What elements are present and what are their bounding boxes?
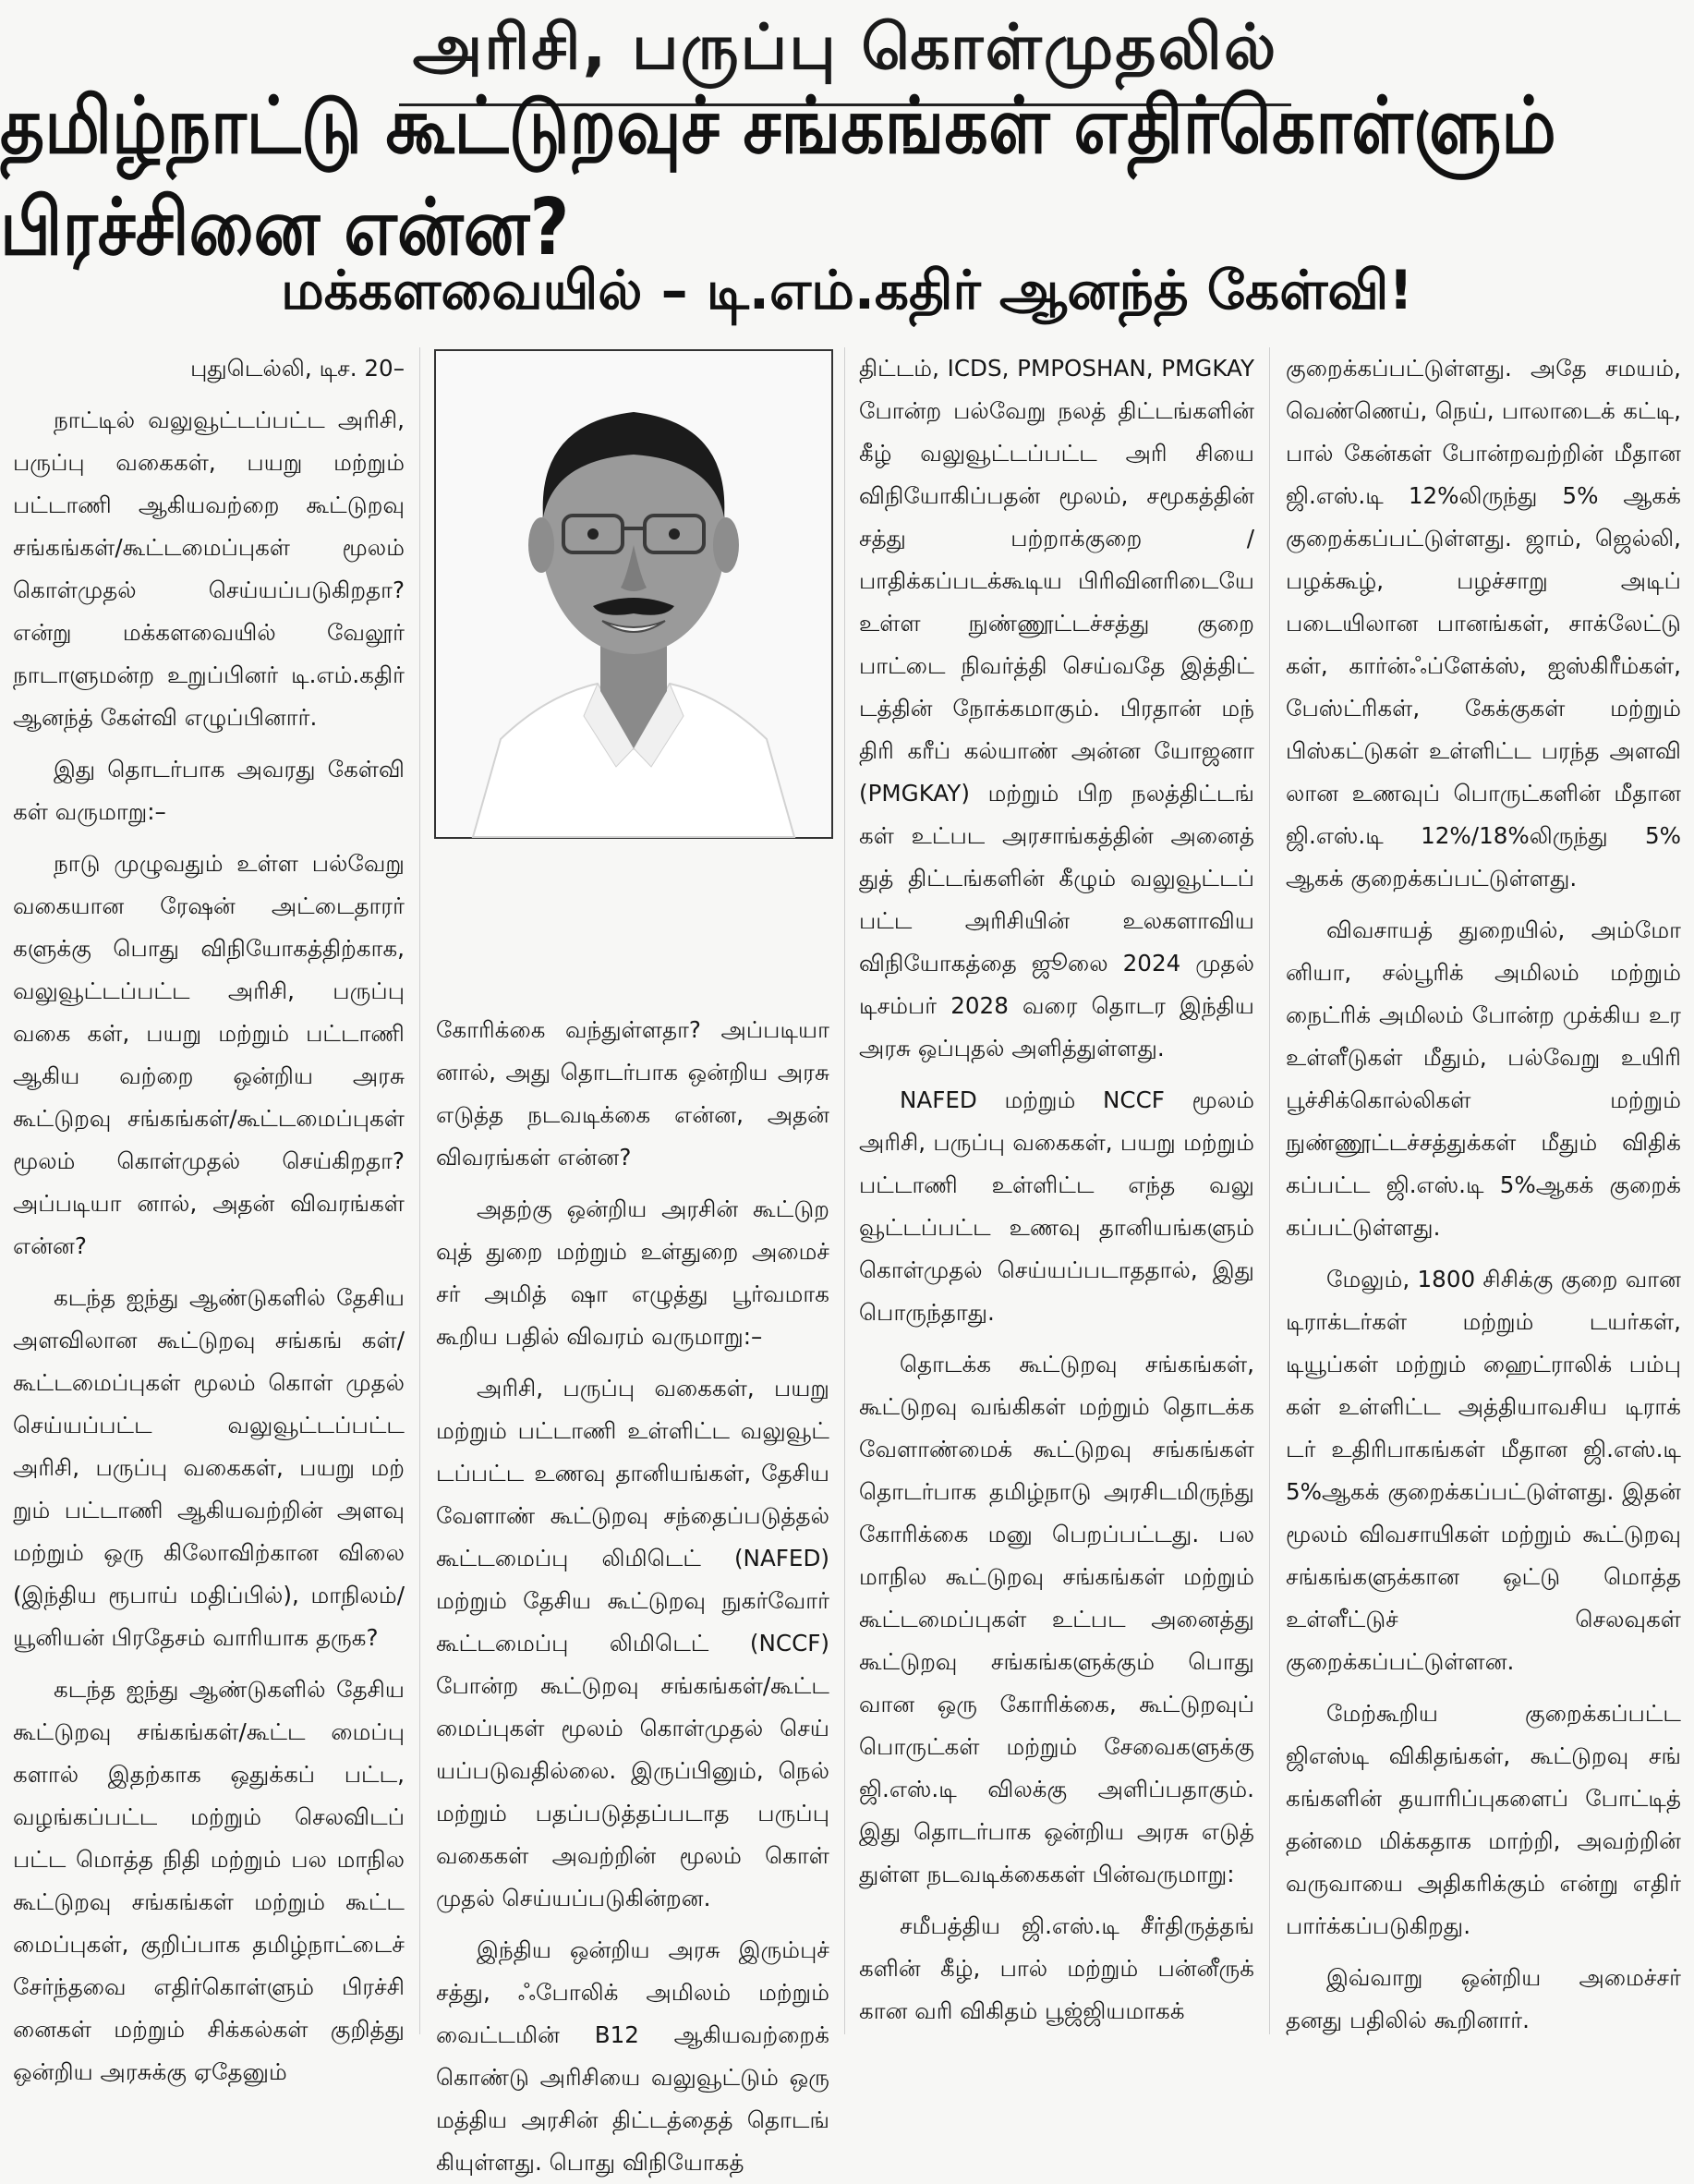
paragraph: அரிசி, பருப்பு வகைகள், பயறு மற்றும் பட்டாணி உள்ளிட்ட வலுவூட் டப்பட்ட உணவு தானியங்கள், தேசிய வேளாண் கூட்டுறவு சந்தைப்படுத்தல் கூட்டமைப்பு லிமிடெட் (NAFED) மற்றும் தேசிய கூட்டுறவு நுகர்வோர் கூட்டமைப்பு லிமிடெட் (NCCF) போன்ற கூட்டுறவு சங்கங்கள்/கூட்ட மைப்புகள் மூலம் கொள்முதல் செய் யப்படுவதில்லை. இருப்பினும், நெல் மற்றும் பதப்படுத்தப்படாத பருப்பு வகைகள் அவற்றின் மூலம் கொள் முதல் செய்யப்படுகின்றன. [436,1375,829,1911]
portrait-photo [434,349,833,839]
column-rule [844,347,845,2034]
paragraph: இந்திய ஒன்றிய அரசு இரும்புச் சத்து, ஃபோலிக் அமிலம் மற்றும் வைட்டமின் B12 ஆகியவற்றைக் கொண்டு அரிசியை வலுவூட்டும் ஒரு மத்திய அரசின் திட்டத்தைத் தொடங் கியுள்ளது. பொது விநியோகத் [436,1936,829,2176]
paragraph: மேலும், 1800 சிசிக்கு குறை வான டிராக்டர்கள் மற்றும் டயர்கள், டியூப்கள் மற்றும் ஹைட்ராலிக் பம்பு கள் உள்ளிட்ட அத்தியாவசிய டிராக் டர் உதிரிபாகங்கள் மீதான ஜி.எஸ்.டி 5%ஆகக் குறைக்கப்பட்டுள்ளது. இதன் மூலம் விவசாயிகள் மற்றும் கூட்டுறவு சங்கங்களுக்கான ஒட்டு மொத்த உள்ளீட்டுச் செலவுகள் குறைக்கப்பட்டுள்ளன. [1286,1266,1681,1675]
paragraph: மேற்கூறிய குறைக்கப்பட்ட ஜிஎஸ்டி விகிதங்கள், கூட்டுறவு சங் கங்களின் தயாரிப்புகளைப் போட்டித் தன்மை மிக்கதாக மாற்றி, அவற்றின் வருவாயை அதிகரிக்கும் என்று எதிர் பார்க்கப்படுகிறது. [1286,1700,1681,1939]
paragraph: கடந்த ஐந்து ஆண்டுகளில் தேசிய கூட்டுறவு சங்கங்கள்/கூட்ட மைப்பு களால் இதற்காக ஒதுக்கப் பட்ட, வழங்கப்பட்ட மற்றும் செலவிடப் பட்ட மொத்த நிதி மற்றும் பல மாநில கூட்டுறவு சங்கங்கள் மற்றும் கூட்ட மைப்புகள், குறிப்பாக தமிழ்நாட்டைச் சேர்ந்தவை எதிர்கொள்ளும் பிரச்சி னைகள் மற்றும் சிக்கல்கள் குறித்து ஒன்றிய அரசுக்கு ஏதேனும் [13,1676,405,2085]
paragraph: நாட்டில் வலுவூட்டப்பட்ட அரிசி, பருப்பு வகைகள், பயறு மற்றும் பட்டாணி ஆகியவற்றை கூட்டுறவு சங்கங்கள்/கூட்டமைப்புகள் மூலம் கொள்முதல் செய்யப்படுகிறதா? என்று மக்களவையில் வேலூர் நாடாளுமன்ற உறுப்பினர் டி.எம்.கதிர் ஆனந்த் கேள்வி எழுப்பினார். [13,406,405,731]
article-column-2 [436,1009,829,2176]
paragraph: அதற்கு ஒன்றிய அரசின் கூட்டுற வுத் துறை மற்றும் உள்துறை அமைச் சர் அமித் ஷா எழுத்து பூர்வமாக கூறிய பதில் விவரம் வருமாறு:– [436,1195,829,1350]
paragraph: குறைக்கப்பட்டுள்ளது. அதே சமயம், வெண்ணெய், நெய், பாலாடைக் கட்டி, பால் கேன்கள் போன்றவற்றின் மீதான ஜி.எஸ்.டி 12%லிருந்து 5% ஆகக் குறைக்கப்பட்டுள்ளது. ஜாம், ஜெல்லி, பழக்கூழ், பழச்சாறு அடிப் படையிலான பானங்கள், சாக்லேட்டு கள், கார்ன்ஃப்ளேக்ஸ், ஐஸ்கிரீம்கள், பேஸ்ட்ரிகள், கேக்குகள் மற்றும் பிஸ்கட்டுகள் உள்ளிட்ட பரந்த அளவி லான உணவுப் பொருட்களின் மீதான ஜி.எஸ்.டி 12%/18%லிருந்து 5% ஆகக் குறைக்கப்பட்டுள்ளது. [1286,355,1681,892]
paragraph: கோரிக்கை வந்துள்ளதா? அப்படியா னால், அது தொடர்பாக ஒன்றிய அரசு எடுத்த நடவடிக்கை என்ன, அதன் விவரங்கள் என்ன? [436,1016,829,1171]
paragraph: தொடக்க கூட்டுறவு சங்கங்கள், கூட்டுறவு வங்கிகள் மற்றும் தொடக்க வேளாண்மைக் கூட்டுறவு சங்கங்கள் தொடர்பாக தமிழ்நாடு அரசிடமிருந்து கோரிக்கை மனு பெறப்பட்டது. பல மாநில கூட்டுறவு சங்கங்கள் மற்றும் கூட்டமைப்புகள் உட்பட அனைத்து கூட்டுறவு சங்கங்களுக்கும் பொது வான ஒரு கோரிக்கை, கூட்டுறவுப் பொருட்கள் மற்றும் சேவைகளுக்கு ஜி.எஸ்.டி விலக்கு அளிப்பதாகும். இது தொடர்பாக ஒன்றிய அரசு எடுத் துள்ள நடவடிக்கைகள் பின்வருமாறு: [859,1351,1254,1887]
column-rule [419,347,420,2034]
article-column-4 [1286,347,1681,2034]
paragraph: நாடு முழுவதும் உள்ள பல்வேறு வகையான ரேஷன் அட்டைதாரர் களுக்கு பொது விநியோகத்திற்காக, வலுவூட்டப்பட்ட அரிசி, பருப்பு வகை கள், பயறு மற்றும் பட்டாணி ஆகிய வற்றை ஒன்றிய அரசு கூட்டுறவு சங்கங்கள்/கூட்டமைப்புகள் மூலம் கொள்முதல் செய்கிறதா? அப்படியா னால், அதன் விவரங்கள் என்ன? [13,850,405,1259]
headline: தமிழ்நாட்டு கூட்டுறவுச் சங்கங்கள் எதிர்கொள்ளும் பிரச்சினை என்ன? [0,79,1556,273]
column-rule [1269,347,1270,2034]
article-column-3 [859,347,1254,2034]
paragraph: சமீபத்திய ஜி.எஸ்.டி சீர்திருத்தங் களின் கீழ், பால் மற்றும் பன்னீருக் கான வரி விகிதம் பூஜ்ஜியமாகக் [859,1912,1254,2024]
subheadline: மக்களவையில் – டி.எம்.கதிர் ஆனந்த் கேள்வி! [281,259,1413,322]
paragraph: கடந்த ஐந்து ஆண்டுகளில் தேசிய அளவிலான கூட்டுறவு சங்கங் கள்/ கூட்டமைப்புகள் மூலம் கொள் முதல் செய்யப்பட்ட வலுவூட்டப்பட்ட அரிசி, பருப்பு வகைகள், பயறு மற் றும் பட்டாணி ஆகியவற்றின் அளவு மற்றும் ஒரு கிலோவிற்கான விலை (இந்திய ரூபாய் மதிப்பில்), மாநிலம்/ யூனியன் பிரதேசம் வாரியாக தருக? [13,1284,405,1651]
paragraph: விவசாயத் துறையில், அம்மோ னியா, சல்பூரிக் அமிலம் மற்றும் நைட்ரிக் அமிலம் போன்ற முக்கிய உர உள்ளீடுகள் மீதும், பல்வேறு உயிரி பூச்சிக்கொல்லிகள் மற்றும் நுண்ணூட்டச்சத்துக்கள் மீதும் விதிக் கப்பட்ட ஜி.எஸ்.டி 5%ஆகக் குறைக் கப்பட்டுள்ளது. [1286,916,1681,1241]
kicker-heading: அரிசி, பருப்பு கொள்முதலில் [399,0,1291,106]
dateline: புதுடெல்லி, டிச. 20– [190,355,405,382]
paragraph: இது தொடர்பாக அவரது கேள்வி கள் வருமாறு:– [13,756,405,825]
article-column-1 [13,347,405,2085]
paragraph: இவ்வாறு ஒன்றிய அமைச்சர் தனது பதிலில் கூறினார். [1286,1964,1681,2033]
paragraph: NAFED மற்றும் NCCF மூலம் அரிசி, பருப்பு வகைகள், பயறு மற்றும் பட்டாணி உள்ளிட்ட எந்த வலு வூட்டப்பட்ட உணவு தானியங்களும் கொள்முதல் செய்யப்படாததால், இது பொருந்தாது. [859,1086,1254,1326]
paragraph: திட்டம், ICDS, PMPOSHAN, PMGKAY போன்ற பல்வேறு நலத் திட்டங்களின் கீழ் வலுவூட்டப்பட்ட அரி சியை விநியோகிப்பதன் மூலம், சமூகத்தின் சத்து பற்றாக்குறை / பாதிக்கப்படக்கூடிய பிரிவினரிடையே உள்ள நுண்ணூட்டச்சத்து குறை பாட்டை நிவர்த்தி செய்வதே இத்திட் டத்தின் நோக்கமாகும். பிரதான் மந் திரி கரீப் கல்யாண் அன்ன யோஜனா (PMGKAY) மற்றும் பிற நலத்திட்டங் கள் உட்பட அரசாங்கத்தின் அனைத் துத் திட்டங்களின் கீழும் வலுவூட்டப் பட்ட அரிசியின் உலகளாவிய விநியோகத்தை ஜூலை 2024 முதல் டிசம்பர் 2028 வரை தொடர இந்திய அரசு ஒப்புதல் அளித்துள்ளது. [859,355,1254,1062]
